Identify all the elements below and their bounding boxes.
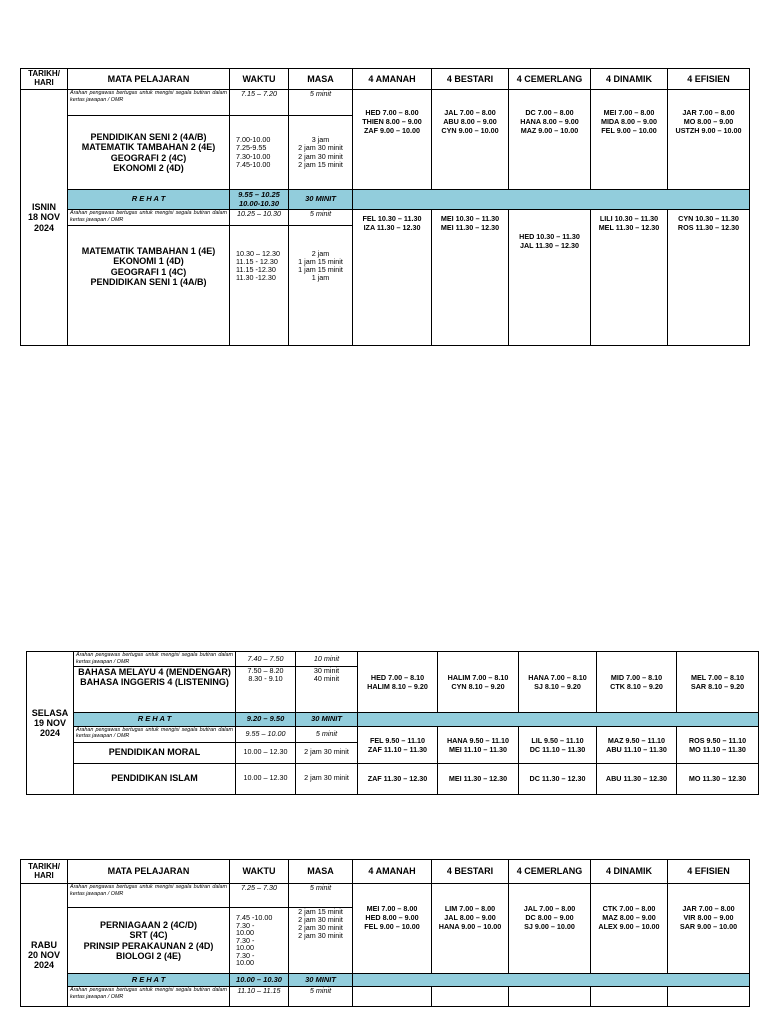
break-row — [21, 190, 750, 210]
invigilator-4-dinamik: ABU 11.30 – 12.30 — [597, 763, 677, 794]
invigilator-4-bestari: LIM 7.00 – 8.00 JAL 8.00 – 9.00 HANA 9.00 – 10.00 — [432, 884, 509, 974]
header-row — [21, 860, 750, 884]
invigilator-4-dinamik: MAZ 9.50 – 11.10 ABU 11.10 – 11.30 — [597, 726, 677, 763]
invigilator-4-dinamik: MEI 7.00 – 8.00 MIDA 8.00 – 9.00 FEL 9.00 – 10.00 — [591, 90, 668, 190]
break-duration: 30 MINIT — [289, 190, 353, 210]
header-day: TARIKH/ HARI — [21, 860, 68, 884]
invigilator-4-dinamik: MID 7.00 – 8.10 CTK 8.10 – 9.20 — [597, 652, 677, 713]
empty-cell — [668, 987, 750, 1007]
header-class-4-cemerlang: 4 CEMERLANG — [509, 69, 591, 90]
header-class-4-bestari: 4 BESTARI — [432, 860, 509, 884]
time-islam: 10.00 – 12.30 — [236, 763, 296, 794]
invigilator-4-cemerlang: DC 7.00 – 8.00 HANA 8.00 – 9.00 MAZ 9.00 – 10.00 — [509, 90, 591, 190]
header-row — [21, 69, 750, 90]
header-class-4-amanah: 4 AMANAH — [353, 860, 432, 884]
break-fill — [353, 974, 750, 987]
instruction-duration: 10 minit — [296, 652, 358, 667]
invigilator-4-amanah: HED 7.00 – 8.10 HALIM 8.10 – 9.20 — [358, 652, 438, 713]
break-time: 9.20 – 9.50 — [236, 712, 296, 726]
invigilator-4-bestari: MEI 10.30 – 11.30 MEI 11.30 – 12.30 — [432, 210, 509, 346]
time-list-session-1: 7.00-10.00 7.25-9.55 7.30-10.00 7.45-10.00 — [230, 116, 289, 190]
header-time: WAKTU — [230, 69, 289, 90]
invigilator-4-efisien: ROS 9.50 – 11.10 MO 11.10 – 11.30 — [677, 726, 759, 763]
omr-instruction: Arahan pengawas bertugas untuk mengisi segala butiran dalam kertas jawapan / OMR — [74, 726, 236, 742]
header-class-4-dinamik: 4 DINAMIK — [591, 69, 668, 90]
duration-list-session-1: 3 jam 2 jam 30 minit 2 jam 30 minit 2 jam 15 minit — [289, 116, 353, 190]
break-time: 10.00 – 10.30 — [230, 974, 289, 987]
invigilator-4-efisien: MEL 7.00 – 8.10 SAR 8.10 – 9.20 — [677, 652, 759, 713]
header-subject: MATA PELAJARAN — [68, 860, 230, 884]
omr-instruction: Arahan pengawas bertugas untuk mengisi segala butiran dalam kertas jawapan / OMR — [68, 210, 230, 226]
header-duration: MASA — [289, 860, 353, 884]
empty-cell — [353, 987, 432, 1007]
header-duration: MASA — [289, 69, 353, 90]
invigilator-4-amanah: ZAF 11.30 – 12.30 — [358, 763, 438, 794]
instruction-duration: 5 minit — [289, 884, 353, 908]
duration-list-session-1: 2 jam 15 minit 2 jam 30 minit 2 jam 30 minit 2 jam 30 minit — [289, 908, 353, 974]
header-time: WAKTU — [230, 860, 289, 884]
subject-islam: PENDIDIKAN ISLAM — [74, 763, 236, 794]
day-date-tuesday: SELASA 19 NOV 2024 — [27, 652, 74, 795]
header-class-4-efisien: 4 EFISIEN — [668, 69, 750, 90]
omr-instruction: Arahan pengawas bertugas untuk mengisi segala butiran dalam kertas jawapan / OMR — [68, 987, 230, 1007]
invigilator-4-efisien: JAR 7.00 – 8.00 MO 8.00 – 9.00 USTZH 9.00 – 10.00 — [668, 90, 750, 190]
break-duration: 30 MINIT — [289, 974, 353, 987]
invigilator-4-bestari: MEI 11.30 – 12.30 — [438, 763, 519, 794]
instruction-time: 7.25 – 7.30 — [230, 884, 289, 908]
subject-list-session-2: MATEMATIK TAMBAHAN 1 (4E) EKONOMI 1 (4D) GEOGRAFI 1 (4C) PENDIDIKAN SENI 1 (4A/B) — [68, 226, 230, 346]
header-class-4-efisien: 4 EFISIEN — [668, 860, 750, 884]
invigilator-4-efisien: CYN 10.30 – 11.30 ROS 11.30 – 12.30 — [668, 210, 750, 346]
invigilator-4-cemerlang: LIL 9.50 – 11.10 DC 11.10 – 11.30 — [519, 726, 597, 763]
omr-instruction: Arahan pengawas bertugas untuk mengisi segala butiran dalam kertas jawapan / OMR — [68, 884, 230, 908]
invigilator-4-bestari: JAL 7.00 – 8.00 ABU 8.00 – 9.00 CYN 9.00 – 10.00 — [432, 90, 509, 190]
break-label: R E H A T — [68, 974, 230, 987]
exam-schedule-table-tuesday — [26, 651, 759, 795]
header-day: TARIKH/ HARI — [21, 69, 68, 90]
instruction-duration: 5 minit — [289, 90, 353, 116]
invigilator-4-dinamik: LILI 10.30 – 11.30 MEL 11.30 – 12.30 — [591, 210, 668, 346]
subject-list-session-1: BAHASA MELAYU 4 (MENDENGAR) BAHASA INGGERIS 4 (LISTENING) — [74, 666, 236, 712]
header-subject: MATA PELAJARAN — [68, 69, 230, 90]
duration-list-session-2: 2 jam 1 jam 15 minit 1 jam 15 minit 1 jam — [289, 226, 353, 346]
break-fill — [353, 190, 750, 210]
instruction-duration: 5 minit — [296, 726, 358, 742]
header-class-4-amanah: 4 AMANAH — [353, 69, 432, 90]
invigilator-4-cemerlang: HED 10.30 – 11.30 JAL 11.30 – 12.30 — [509, 210, 591, 346]
empty-cell — [509, 987, 591, 1007]
instruction-duration: 5 minit — [289, 987, 353, 1007]
break-fill — [358, 712, 759, 726]
break-row — [21, 974, 750, 987]
instruction-time: 11.10 – 11.15 — [230, 987, 289, 1007]
instruction-time: 10.25 – 10.30 — [230, 210, 289, 226]
exam-schedule-table-wednesday — [20, 859, 750, 1007]
day-date-wednesday: RABU 20 NOV 2024 — [21, 884, 68, 1007]
time-list-session-1: 7.45 -10.00 7.30 - 10.00 7.30 - 10.00 7.30 - 10.00 — [230, 908, 289, 974]
break-duration: 30 MINIT — [296, 712, 358, 726]
invigilator-4-bestari: HALIM 7.00 – 8.10 CYN 8.10 – 9.20 — [438, 652, 519, 713]
invigilator-4-bestari: HANA 9.50 – 11.10 MEI 11.10 – 11.30 — [438, 726, 519, 763]
omr-instruction: Arahan pengawas bertugas untuk mengisi segala butiran dalam kertas jawapan / OMR — [68, 90, 230, 116]
omr-instruction: Arahan pengawas bertugas untuk mengisi segala butiran dalam kertas jawapan / OMR — [74, 652, 236, 667]
invigilator-4-efisien: JAR 7.00 – 8.00 VIR 8.00 – 9.00 SAR 9.00 – 10.00 — [668, 884, 750, 974]
instruction-time: 7.40 – 7.50 — [236, 652, 296, 667]
duration-islam: 2 jam 30 minit — [296, 763, 358, 794]
invigilator-4-cemerlang: DC 11.30 – 12.30 — [519, 763, 597, 794]
subject-list-session-1: PERNIAGAAN 2 (4C/D) SRT (4C) PRINSIP PERAKAUNAN 2 (4D) BIOLOGI 2 (4E) — [68, 908, 230, 974]
instruction-time: 7.15 – 7.20 — [230, 90, 289, 116]
empty-cell — [591, 987, 668, 1007]
break-label: R E H A T — [68, 190, 230, 210]
time-list-session-2: 10.30 – 12.30 11.15 - 12.30 11.15 -12.30 11.30 -12.30 — [230, 226, 289, 346]
header-class-4-dinamik: 4 DINAMIK — [591, 860, 668, 884]
instruction-time: 9.55 – 10.00 — [236, 726, 296, 742]
duration-list-session-1: 30 minit 40 minit — [296, 666, 358, 712]
invigilator-4-amanah: MEI 7.00 – 8.00 HED 8.00 – 9.00 FEL 9.00 – 10.00 — [353, 884, 432, 974]
duration-moral: 2 jam 30 minit — [296, 742, 358, 763]
invigilator-4-amanah: FEL 9.50 – 11.10 ZAF 11.10 – 11.30 — [358, 726, 438, 763]
header-class-4-cemerlang: 4 CEMERLANG — [509, 860, 591, 884]
time-list-session-1: 7.50 – 8.20 8.30 - 9.10 — [236, 666, 296, 712]
invigilator-4-amanah: HED 7.00 – 8.00 THIEN 8.00 – 9.00 ZAF 9.00 – 10.00 — [353, 90, 432, 190]
break-label: R E H A T — [74, 712, 236, 726]
break-row — [27, 712, 759, 726]
instruction-duration: 5 minit — [289, 210, 353, 226]
invigilator-4-efisien: MO 11.30 – 12.30 — [677, 763, 759, 794]
time-moral: 10.00 – 12.30 — [236, 742, 296, 763]
invigilator-4-dinamik: CTK 7.00 – 8.00 MAZ 8.00 – 9.00 ALEX 9.00 – 10.00 — [591, 884, 668, 974]
subject-list-session-1: PENDIDIKAN SENI 2 (4A/B) MATEMATIK TAMBAHAN 2 (4E) GEOGRAFI 2 (4C) EKONOMI 2 (4D) — [68, 116, 230, 190]
invigilator-4-cemerlang: HANA 7.00 – 8.10 SJ 8.10 – 9.20 — [519, 652, 597, 713]
day-date-monday: ISNIN 18 NOV 2024 — [21, 90, 68, 346]
exam-schedule-table-monday — [20, 68, 750, 346]
invigilator-4-amanah: FEL 10.30 – 11.30 IZA 11.30 – 12.30 — [353, 210, 432, 346]
subject-moral: PENDIDIKAN MORAL — [74, 742, 236, 763]
header-class-4-bestari: 4 BESTARI — [432, 69, 509, 90]
empty-cell — [432, 987, 509, 1007]
break-time: 9.55 – 10.25 10.00-10.30 — [230, 190, 289, 210]
invigilator-4-cemerlang: JAL 7.00 – 8.00 DC 8.00 – 9.00 SJ 9.00 – 10.00 — [509, 884, 591, 974]
